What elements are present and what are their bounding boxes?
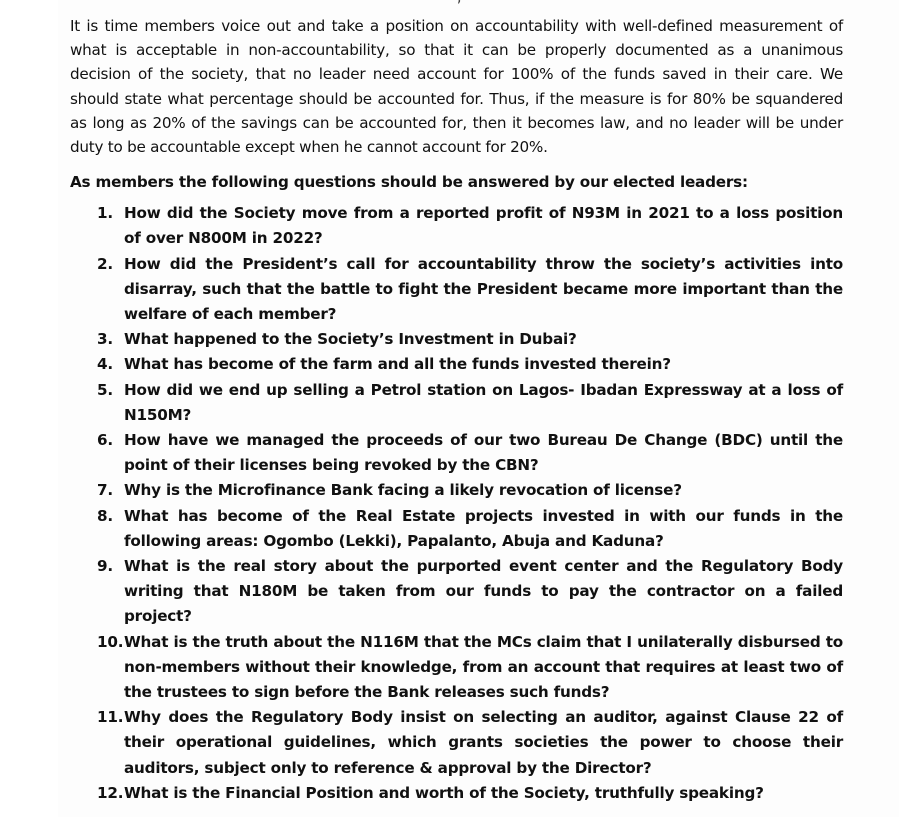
question-number: 10. xyxy=(97,632,124,651)
question-item xyxy=(70,478,843,503)
question-number: 1. xyxy=(97,204,113,223)
question-number: 11. xyxy=(97,708,124,727)
previous-line-fragment xyxy=(457,0,461,6)
question-item xyxy=(70,630,843,706)
document-content xyxy=(70,14,843,806)
question-item xyxy=(70,781,843,806)
question-text: What is the real story about the purported event center and the Regulatory Body writing that N180M be taken from our funds to pay the contractor on a failed project? xyxy=(124,557,843,626)
question-number: 3. xyxy=(97,330,113,349)
question-number: 5. xyxy=(97,380,113,399)
question-number: 2. xyxy=(97,254,113,273)
question-number: 6. xyxy=(97,431,113,450)
question-text: How did we end up selling a Petrol station on Lagos- Ibadan Expressway at a loss of N150M? xyxy=(124,380,843,424)
question-item xyxy=(70,378,843,428)
question-item xyxy=(70,201,843,251)
question-text: What has become of the Real Estate projects invested in with our funds in the following areas: Ogombo (Lekki), Papalanto, Abuja and Kaduna? xyxy=(124,506,843,550)
question-item xyxy=(70,428,843,478)
question-text: What is the truth about the N116M that the MCs claim that I unilaterally disbursed to non-members without their knowledge, from an account that requires at least two of the trustees to sign before the Bank releases such funds? xyxy=(124,632,843,702)
page-margin xyxy=(0,0,58,817)
question-number: 7. xyxy=(97,481,113,500)
question-number: 4. xyxy=(97,355,113,374)
question-item xyxy=(70,352,843,377)
question-item xyxy=(70,705,843,781)
question-text: Why is the Microfinance Bank facing a likely revocation of license? xyxy=(124,481,682,500)
question-text: Why does the Regulatory Body insist on selecting an auditor, against Clause 22 of their operational guidelines, which grants societies the power to choose their auditors, subject only to reference & approval by the Director? xyxy=(124,708,843,777)
question-number: 12. xyxy=(97,783,124,802)
question-text: How did the Society move from a reported profit of N93M in 2021 to a loss position of over N800M in 2022? xyxy=(124,204,843,248)
question-item xyxy=(70,554,843,630)
question-text: How did the President’s call for accountability throw the society’s activities into disarray, such that the battle to fight the President became more important than the welfare of each member? xyxy=(124,254,843,324)
question-text: What has become of the farm and all the funds invested therein? xyxy=(124,355,671,374)
question-number: 8. xyxy=(97,506,113,525)
question-item xyxy=(70,252,843,328)
question-text: What happened to the Society’s Investment in Dubai? xyxy=(124,330,577,349)
question-item xyxy=(70,504,843,554)
question-item xyxy=(70,327,843,352)
questions-heading: As members the following questions should be answered by our elected leaders: xyxy=(70,173,748,192)
question-text: How have we managed the proceeds of our two Bureau De Change (BDC) until the point of their licenses being revoked by the CBN? xyxy=(124,431,843,475)
question-number: 9. xyxy=(97,557,113,576)
question-text: What is the Financial Position and worth of the Society, truthfully speaking? xyxy=(124,783,764,802)
intro-paragraph: It is time members voice out and take a position on accountability with well-defined measurement of what is acceptable in non-accountability, so that it can be properly documented as a unanimous decision of the society, that no leader need account for 100% of the funds saved in their care. We should state what percentage should be accounted for. Thus, if the measure is for 80% be squandered as long as 20% of the savings can be accounted for, then it becomes law, and no leader will be under duty to be accountable except when he cannot account for 20%. xyxy=(70,17,843,157)
questions-list xyxy=(70,201,843,806)
